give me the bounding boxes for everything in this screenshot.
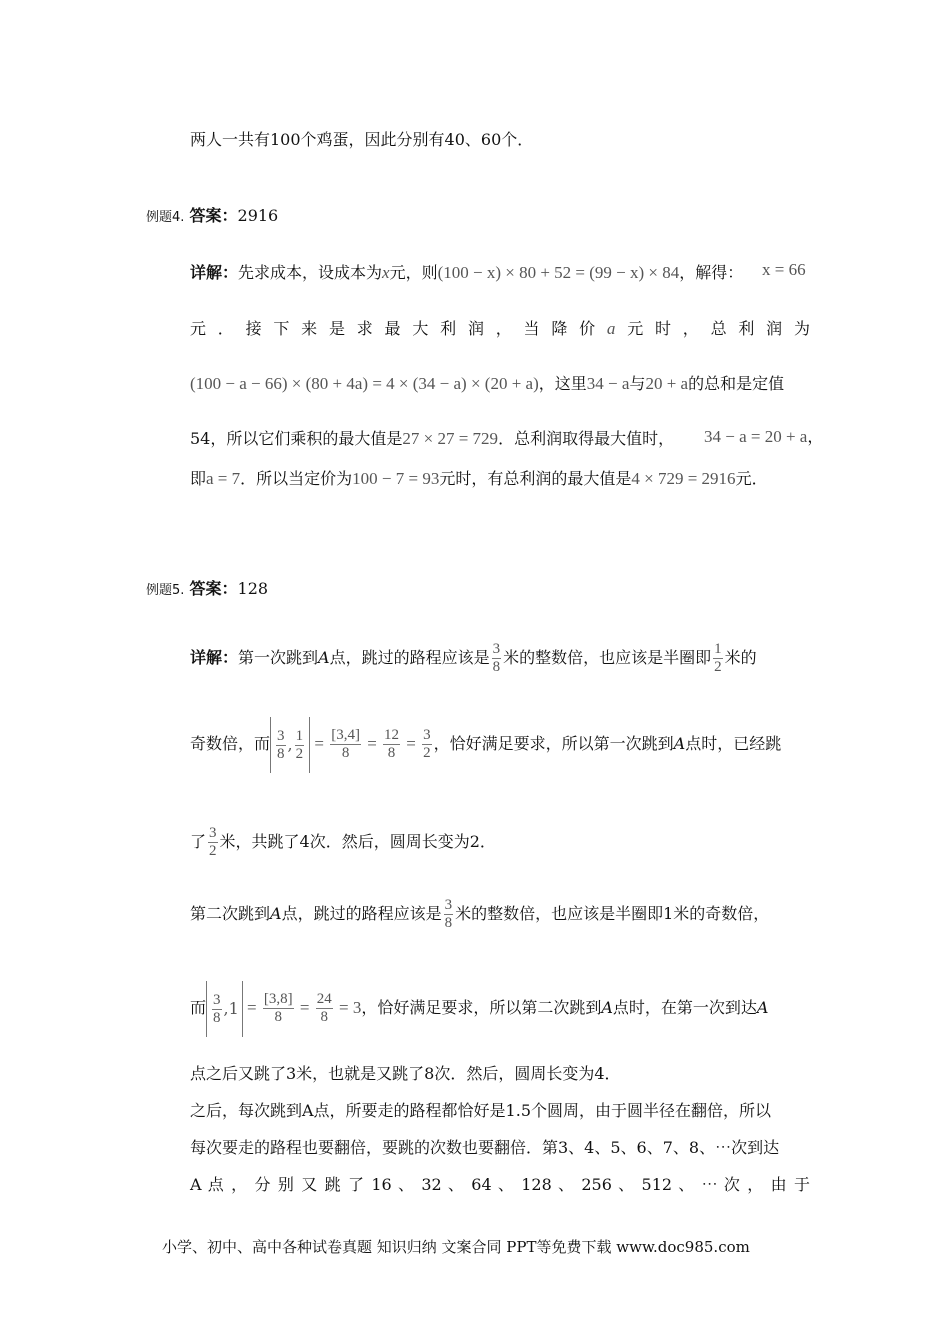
text-eggs: 两人一共有100个鸡蛋，因此分别有40、60个． <box>190 130 534 149</box>
text: ．总利润取得最大值时， <box>498 429 675 448</box>
text: 点时，在第一次到达 <box>612 998 757 1017</box>
math-equation: 20 + a <box>645 374 689 393</box>
text: 点时，已经跳 <box>685 734 782 753</box>
text: 即 <box>190 469 207 488</box>
text: 元时，总利润为 <box>615 319 810 338</box>
text: ， <box>807 427 824 446</box>
text: 米的整数倍，也应该是半圈即 <box>503 648 712 667</box>
text: 每次要走的路程也要翻倍，要跳的次数也要翻倍．第3、4、5、6、7、8、⋯次到达 <box>190 1138 780 1157</box>
example5-label: 例题5. <box>146 583 185 598</box>
text: ，这里 <box>538 374 587 393</box>
text: 与 <box>629 374 646 393</box>
math-equation: (100 − a − 66) × (80 + 4a) = 4 × (34 − a) × (20 + a) <box>190 374 539 393</box>
point-a: A <box>673 734 686 753</box>
ex5-line2: 奇数倍，而 $\frac{3}{8}$ , $\frac{1}{2}$ = $\frac{[3,4]}{8}$ = $\frac{12}{8}$ = $\frac{3}{2}$ ，恰好满足要求，所以第一次跳到A点时，已经跳 <box>190 716 781 773</box>
text: 元，则 <box>389 263 438 282</box>
fraction-12-8: $\frac{12}{8}$ <box>384 727 400 761</box>
text: 元时，有总利润的最大值是 <box>439 469 632 488</box>
text: 而 <box>190 998 207 1017</box>
text: 米，共跳了4次．然后，圆周长变为2． <box>219 832 496 851</box>
text: 先求成本，设成本为 <box>238 263 383 282</box>
math-equation: 4 × 729 = 2916 <box>631 469 736 488</box>
text: ，恰好满足要求，所以第一次跳到 <box>433 734 674 753</box>
point-a: A <box>318 648 330 667</box>
text: 第二次跳到 <box>190 904 271 923</box>
footer-text: 小学、初中、高中各种试卷真题 知识归纳 文案合同 PPT等免费下载 www.doc985.com <box>162 1238 750 1256</box>
text: ，解得： <box>679 263 744 282</box>
ex5-line9 <box>190 1174 810 1196</box>
fraction-3-2: $\frac{3}{2}$ <box>209 825 217 859</box>
fraction-24-8: $\frac{24}{8}$ <box>316 991 332 1025</box>
text: 点之后又跳了3米，也就是又跳了8次．然后，圆周长变为4． <box>190 1064 621 1083</box>
ex5-line7 <box>190 1100 771 1122</box>
text: 元．接下来是求最大利润，当降价 <box>190 319 607 338</box>
math-equation: 34 − a = 20 + a <box>704 427 808 446</box>
lcm-bracket: $\frac{3}{8}$ , $\frac{1}{2}$ <box>270 717 310 773</box>
answer-label: 答案： <box>189 206 238 225</box>
fraction-1-2: $\frac{1}{2}$ <box>714 641 722 675</box>
ex5-line4 <box>190 886 769 942</box>
lcm-bracket: $\frac{3}{8}$ ,1 <box>206 981 243 1037</box>
math-equation: a = 7 <box>206 469 241 488</box>
math-equation: 34 − a <box>586 374 630 393</box>
text: 的总和是定值 <box>688 374 785 393</box>
text: 54，所以它们乘积的最大值是 <box>190 429 403 448</box>
text: 点，跳过的路程应该是 <box>281 904 442 923</box>
math-equation: (100 − x) × 80 + 52 = (99 − x) × 84 <box>437 263 680 282</box>
text: 了 <box>190 832 207 851</box>
ex5-line1 <box>190 630 757 686</box>
math-equation: 27 × 27 = 729 <box>402 429 499 448</box>
fraction-lcm: $\frac{[3,4]}{8}$ <box>331 727 360 761</box>
text: ．所以当定价为 <box>240 469 353 488</box>
fraction-lcm: $\frac{[3,8]}{8}$ <box>263 991 293 1025</box>
math-x: x <box>382 263 390 282</box>
example5-answer: 128 <box>237 579 269 598</box>
text: A 点 ， 分 别 又 跳 了 16 、 32 、 64 、 128 、 256 、 512 、 ⋯ 次 ， 由 于 <box>190 1175 810 1194</box>
text: 米的整数倍，也应该是半圈即1米的奇数倍， <box>455 904 770 923</box>
ex4-line2 <box>190 318 810 340</box>
answer-label: 答案： <box>189 579 238 598</box>
ex5-line8 <box>190 1137 779 1159</box>
page-footer <box>162 1236 750 1257</box>
point-a: A <box>270 904 282 923</box>
paragraph-eggs <box>190 129 533 151</box>
ex4-line4-end <box>704 426 823 448</box>
math-equation: 100 − 7 = 93 <box>352 469 440 488</box>
fraction-3-8: $\frac{3}{8}$ <box>444 897 453 931</box>
fraction-3-8: $\frac{3}{8}$ <box>492 641 501 675</box>
point-a: A <box>756 998 769 1017</box>
ex5-line6 <box>190 1063 621 1085</box>
text: ，恰好满足要求，所以第二次跳到 <box>361 998 602 1017</box>
ex4-line1-result <box>762 259 806 281</box>
text: 点，跳过的路程应该是 <box>329 648 490 667</box>
ex5-line5: 而 $\frac{3}{8}$ ,1 = $\frac{[3,8]}{8}$ = $\frac{24}{8}$ = 3，恰好满足要求，所以第二次跳到A点时，在第一次到达A <box>190 980 768 1037</box>
example4-header <box>146 205 278 229</box>
example4-label: 例题4. <box>146 210 185 225</box>
fraction-3-2: $\frac{3}{2}$ <box>423 727 431 761</box>
math-equation: x = 66 <box>762 260 806 279</box>
text: 第一次跳到 <box>238 648 319 667</box>
example5-header <box>146 578 268 602</box>
math-a: a <box>606 319 616 338</box>
text: 元． <box>735 469 768 488</box>
detail-label: 详解： <box>190 648 239 667</box>
text: 米的 <box>724 648 757 667</box>
detail-label: 详解： <box>190 263 239 282</box>
text: 之后，每次跳到A点，所要走的路程都恰好是1.5个圆周，由于圆半径在翻倍，所以 <box>190 1101 772 1120</box>
ex4-line1 <box>190 262 743 284</box>
text: 奇数倍，而 <box>190 734 271 753</box>
ex4-line4 <box>190 428 674 450</box>
ex4-line5 <box>190 468 768 490</box>
ex5-line3 <box>190 814 496 870</box>
ex4-line3 <box>190 373 784 395</box>
math-3: 3 <box>352 998 362 1017</box>
point-a: A <box>601 998 613 1017</box>
example4-answer: 2916 <box>237 206 279 225</box>
